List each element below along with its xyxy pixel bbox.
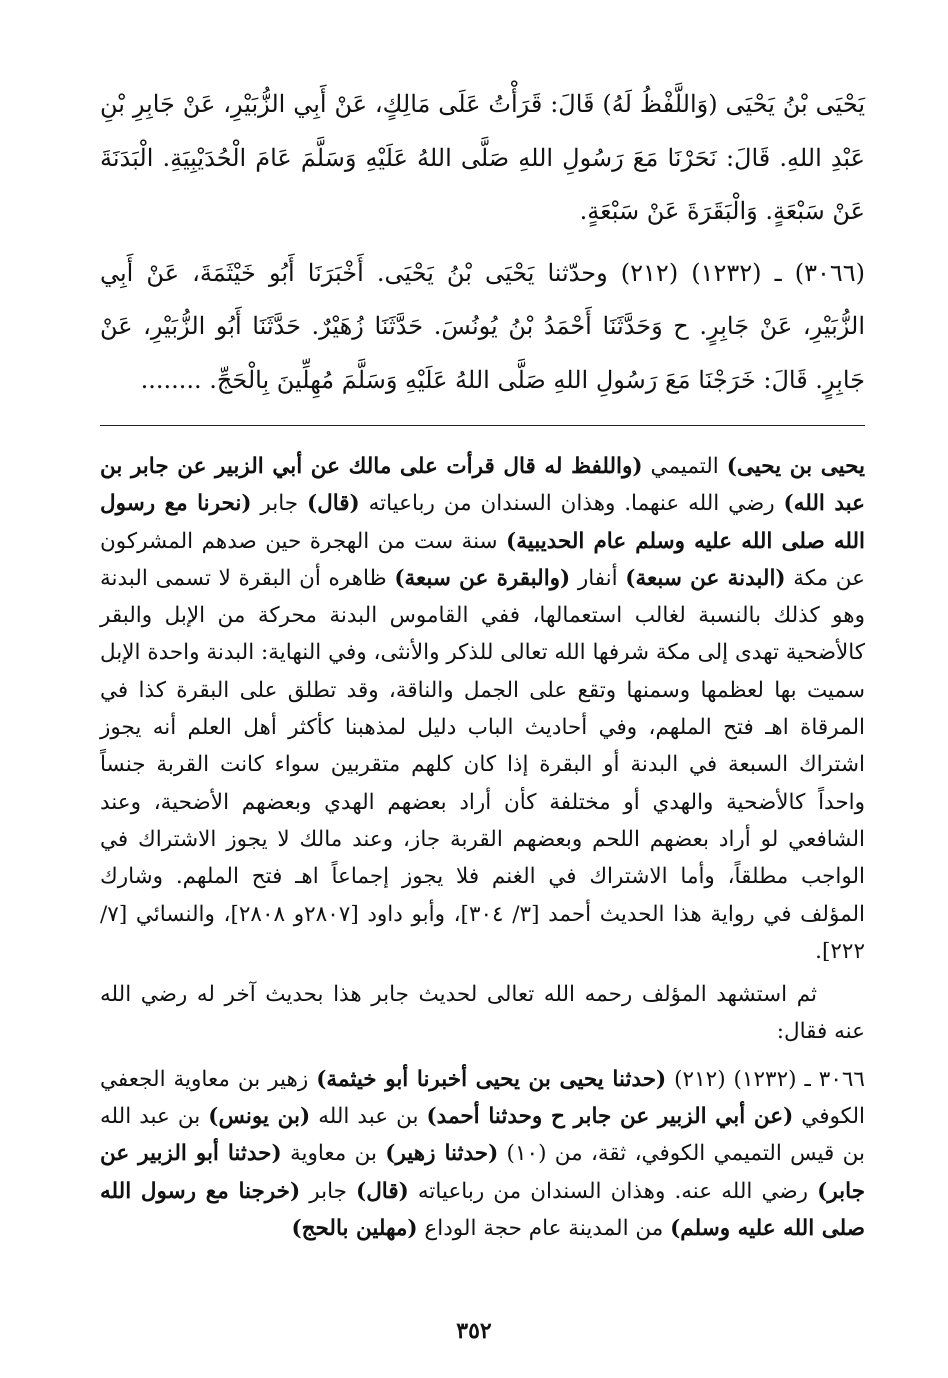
quoted-text: يحيى بن يحيى) (726, 454, 865, 479)
hadith-text-2: (٣٠٦٦) ـ (١٢٣٢) (٢١٢) وحدّثنا يَحْيَى بْنُ يَحْيَى. أَخْبَرَنَا أَبُو خَيْثَمَةَ، عَنْ أَبِي الزُّبَيْرِ، عَنْ جَابِرٍ. ح وَحَدَّثَنَا أَحْمَدُ بْنُ يُونُسَ. حَدَّثَنَا زُهَيْرٌ. حَدَّثَنَا أَبُو الزُّبَيْرِ، عَنْ جَابِرٍ. قَالَ: خَرَجْنَا مَعَ رَسُولِ اللهِ صَلَّى اللهُ عَلَيْهِ وَسَلَّمَ مُهِلِّينَ بِالْحَجِّ. ........ (100, 258, 866, 394)
quoted-text: (والبقرة عن سبعة) (394, 565, 571, 591)
page-content (100, 78, 865, 1247)
quoted-text: (البدنة عن سبعة) (625, 565, 786, 591)
page-number: ٣٥٢ (456, 1318, 492, 1344)
commentary-text: بن معاوية (281, 1141, 386, 1167)
quoted-text: (واللفظ له قال قرأت على مالك عن أبي الزبير عن جابر بن عبد الله) (100, 454, 865, 517)
commentary-text: بن عبد الله بن قيس التميمي الكوفي، ثقة، من (١٠) (100, 1104, 865, 1167)
footnote-divider (100, 425, 865, 426)
quoted-text: (نحرنا مع رسول الله صلى الله عليه وسلم عام الحديبية) (100, 491, 866, 554)
commentary-paragraph-2: ثم استشهد المؤلف رحمه الله تعالى لحديث جابر هذا بحديث آخر له رضي الله عنه فقال: (100, 982, 865, 1045)
quoted-text: (حدثنا أبو الزبير عن جابر) (100, 1141, 866, 1204)
quoted-text: (حدثنا يحيى بن يحيى أخبرنا أبو خيثمة) (316, 1066, 667, 1092)
commentary-text: بن عبد الله (310, 1104, 427, 1130)
commentary-text: جابر (251, 491, 307, 517)
commentary-paragraph-3 (100, 1061, 865, 1247)
commentary-paragraph-1 (100, 448, 865, 970)
quoted-text: (حدثنا زهير) (385, 1141, 499, 1167)
quoted-text: (مهلين بالحج) (291, 1215, 418, 1241)
commentary-text: من المدينة عام حجة الوداع (417, 1215, 671, 1241)
commentary-text: سنة ست من الهجرة حين صدهم المشركون عن مكة (100, 528, 865, 591)
quoted-text: (قال) (356, 1178, 409, 1204)
commentary-text: جابر (300, 1178, 357, 1204)
hadith-text-1: يَحْيَى بْنُ يَحْيَى (وَاللَّفْظُ لَهُ) قَالَ: قَرَأْتُ عَلَى مَالِكٍ، عَنْ أَبِي الزُّبَيْرِ، عَنْ جَابِرِ بْنِ عَبْدِ اللهِ. قَالَ: نَحَرْنَا مَعَ رَسُولِ اللهِ صَلَّى اللهُ عَلَيْهِ وَسَلَّمَ عَامَ الْحُدَيْبِيَةِ. الْبَدَنَةَ عَنْ سَبْعَةٍ. وَالْبَقَرَةَ عَنْ سَبْعَةٍ. (100, 90, 865, 225)
commentary-text: التميمي (642, 454, 727, 479)
commentary-text: ٣٠٦٦ ـ (١٢٣٢) (٢١٢) (666, 1066, 865, 1092)
commentary-text: ظاهره أن البقرة لا تسمى البدنة وهو كذلك بالنسبة لغالب استعمالها، ففي القاموس البدنة محركة من الإبل والبقر كالأضحية تهدى إلى مكة شرفها الله تعالى للذكر والأنثى، وفي النهاية: البدنة واحدة الإبل سميت بها لعظمها وسمنها وتقع على الجمل والناقة، وقد تطلق على البقرة كذا في المرقاة اهـ فتح الملهم، وفي أحاديث الباب دليل لمذهبنا كأكثر أهل العلم أنه يجوز اشتراك السبعة في البدنة أو البقرة إذا كان كلهم متقربين سواء كانت القربة جنساً واحداً كالأضحية والهدي أو مختلفة كأن أراد بعضهم الهدي وبعضهم الأضحية، وعند الشافعي لو أراد بعضهم اللحم وبعضهم القربة جاز، وعند مالك لا يجوز الاشتراك في الواجب مطلقاً، وأما الاشتراك في الغنم فلا يجوز إجماعاً اهـ فتح الملهم. وشارك المؤلف في رواية هذا الحديث أحمد [٣/ ٣٠٤]، وأبو داود [٢٨٠٧و ٢٨٠٨]، والنسائي [٧/ ٢٢٢]. (100, 565, 866, 964)
commentary-text: رضي الله عنه. وهذان السندان من رباعياته (408, 1178, 818, 1204)
quoted-text: (خرجنا مع رسول الله صلى الله عليه وسلم) (100, 1178, 865, 1241)
quoted-text: (بن يونس) (208, 1104, 311, 1130)
quoted-text: (عن أبي الزبير عن جابر ح وحدثنا أحمد) (426, 1104, 794, 1130)
quoted-text: (قال) (306, 491, 360, 517)
commentary-text: أنفار (570, 565, 626, 591)
commentary-text: زهير بن معاوية الجعفي الكوفي (100, 1066, 866, 1130)
commentary-text: رضي الله عنهما. وهذان السندان من رباعياته (359, 491, 784, 517)
